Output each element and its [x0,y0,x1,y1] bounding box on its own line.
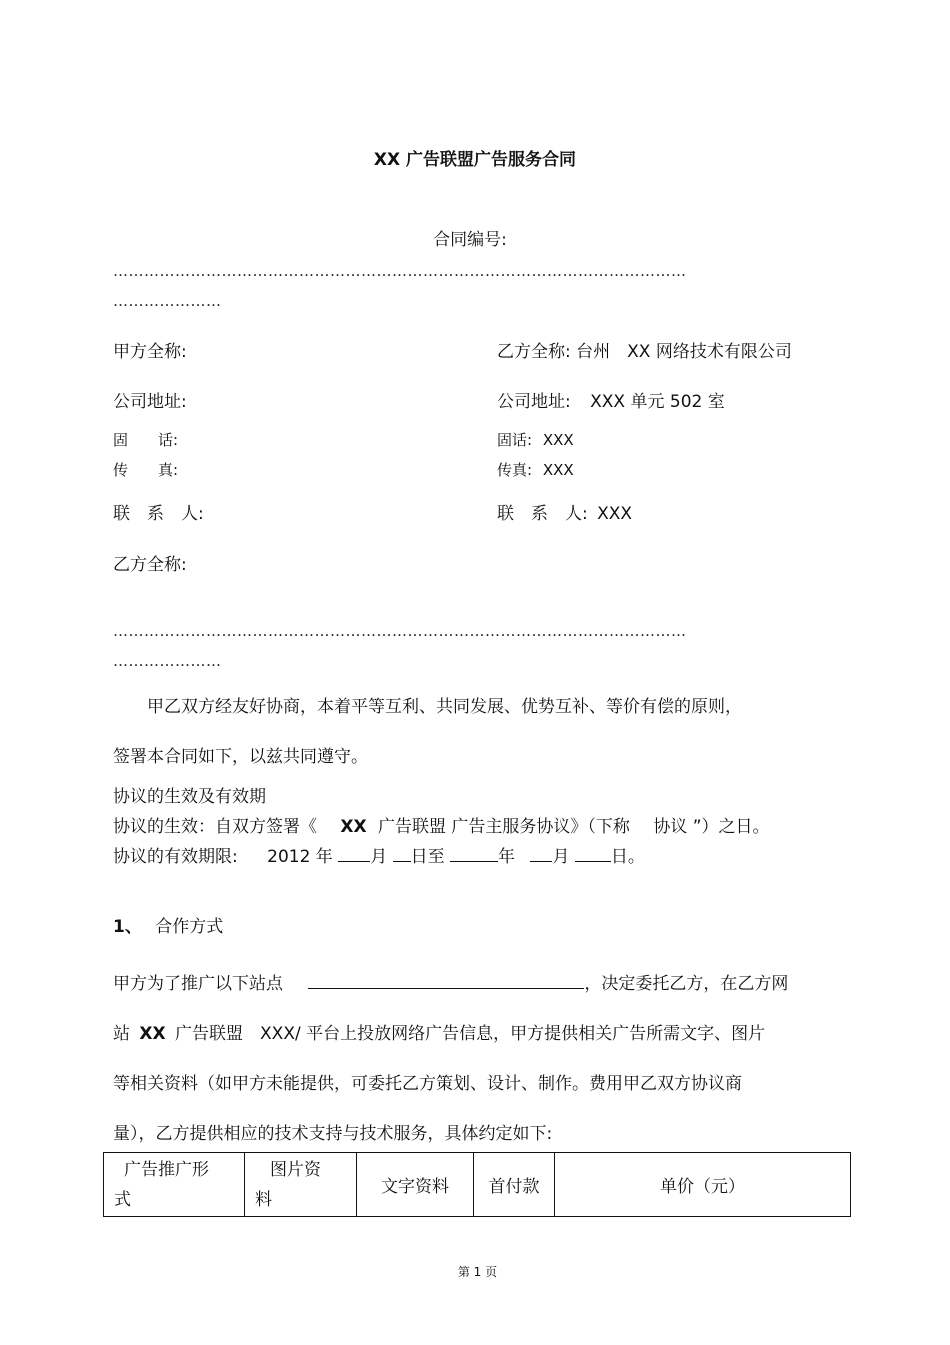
party-b-full-label: 乙方全称: [113,555,187,575]
validity-line [113,842,645,867]
table-header-cell: 首付款 [474,1153,555,1217]
party-b-fax-value: XXX [542,461,574,479]
validity-day-2: 日。 [610,847,645,867]
party-a-fax-label: 传 真: [113,461,179,479]
effect-heading: 协议的生效及有效期 [113,787,266,807]
dotted-line: ………………………………………………………………………………………………… [113,262,687,280]
party-b-phone [497,429,574,450]
dotted-line-short: ………………… [113,652,222,670]
body-text: 站 [113,1024,130,1044]
party-b-contact-value: XXX [597,504,633,524]
body-text: 甲方为了推广以下站点 [113,974,283,994]
party-b-name [497,337,792,362]
body-text: ，决定委托乙方，在乙方网 [584,974,789,994]
party-a-address-label: 公司地址: [113,392,187,412]
contract-number-label: 合同编号: [433,230,507,250]
body-line-3: 等相关资料（如甲方未能提供，可委托乙方策划、设计、制作。费用甲乙双方协议商 [113,1074,742,1094]
table-header-cell: 单价（元） [555,1153,851,1217]
party-b-name-label: 乙方全称: [497,342,571,362]
section-1-heading [113,912,223,937]
body-line-1 [113,969,788,994]
validity-month: 月 [370,847,388,867]
party-b-address-value: XXX 单元 502 室 [590,392,725,412]
intro-paragraph-line-1: 甲乙双方经友好协商，本着平等互利、共同发展、优势互补、等价有偿的原则， [147,697,742,717]
validity-year-2: 年 [498,847,516,867]
effect-quote: 协议 ”）之日。 [653,817,770,837]
body-line-2 [113,1019,765,1044]
body-line-4: 量），乙方提供相应的技术支持与技术服务，具体约定如下: [113,1124,553,1144]
cell-line: 式 [114,1189,131,1210]
table-header-cell: 文字资料 [357,1153,474,1217]
cell-line: 料 [255,1189,272,1210]
party-b-name-value: 台州 XX 网络技术有限公司 [576,342,792,362]
party-b-contact-label: 联 系 人: [497,504,588,524]
party-b-fax-label: 传真: [497,461,533,479]
body-xx: XX [139,1024,166,1044]
validity-day: 日至 [410,847,445,867]
blank-line [530,845,552,862]
party-b-fax [497,459,574,480]
blank-line [575,845,611,862]
validity-label: 协议的有效期限: [113,847,238,867]
party-a-phone-label: 固 话: [113,431,179,449]
blank-line [450,845,498,862]
cell-text [245,1155,356,1215]
ad-terms-table [103,1152,851,1217]
cell-line: 图片资 [270,1159,321,1180]
effect-xx: XX [340,817,367,837]
dotted-line-short: ………………… [113,292,222,310]
party-b-phone-value: XXX [542,431,574,449]
cell-text [104,1155,244,1215]
validity-month-2: 月 [552,847,570,867]
effect-middle: 广告联盟 广告主服务协议》（下称 [378,817,630,837]
section-number: 1、 [113,917,142,937]
party-a-contact-label: 联 系 人: [113,504,204,524]
party-b-phone-label: 固话: [497,431,533,449]
table-header-cell [245,1153,357,1217]
blank-line [338,845,370,862]
party-b-address-label: 公司地址: [497,392,571,412]
effect-prefix: 协议的生效：自双方签署《 [113,817,317,837]
party-a-name-label: 甲方全称: [113,342,187,362]
body-text: 广告联盟 XXX/ 平台上投放网络广告信息，甲方提供相关广告所需文字、图片 [175,1024,766,1044]
page-number: 第 1 页 [457,1265,498,1279]
table-header-row [104,1153,851,1217]
intro-paragraph-line-2: 签署本合同如下，以兹共同遵守。 [113,747,368,767]
site-blank-line [308,972,584,989]
effect-line [113,812,770,837]
cell-line: 广告推广形 [124,1159,209,1180]
blank-line [393,845,411,862]
party-b-address [497,387,725,412]
section-title: 合作方式 [155,917,224,937]
table-header-cell [104,1153,245,1217]
validity-year: 2012 年 [267,847,333,867]
party-b-contact [497,499,632,524]
dotted-line: ………………………………………………………………………………………………… [113,622,687,640]
document-title: XX 广告联盟广告服务合同 [373,150,577,170]
